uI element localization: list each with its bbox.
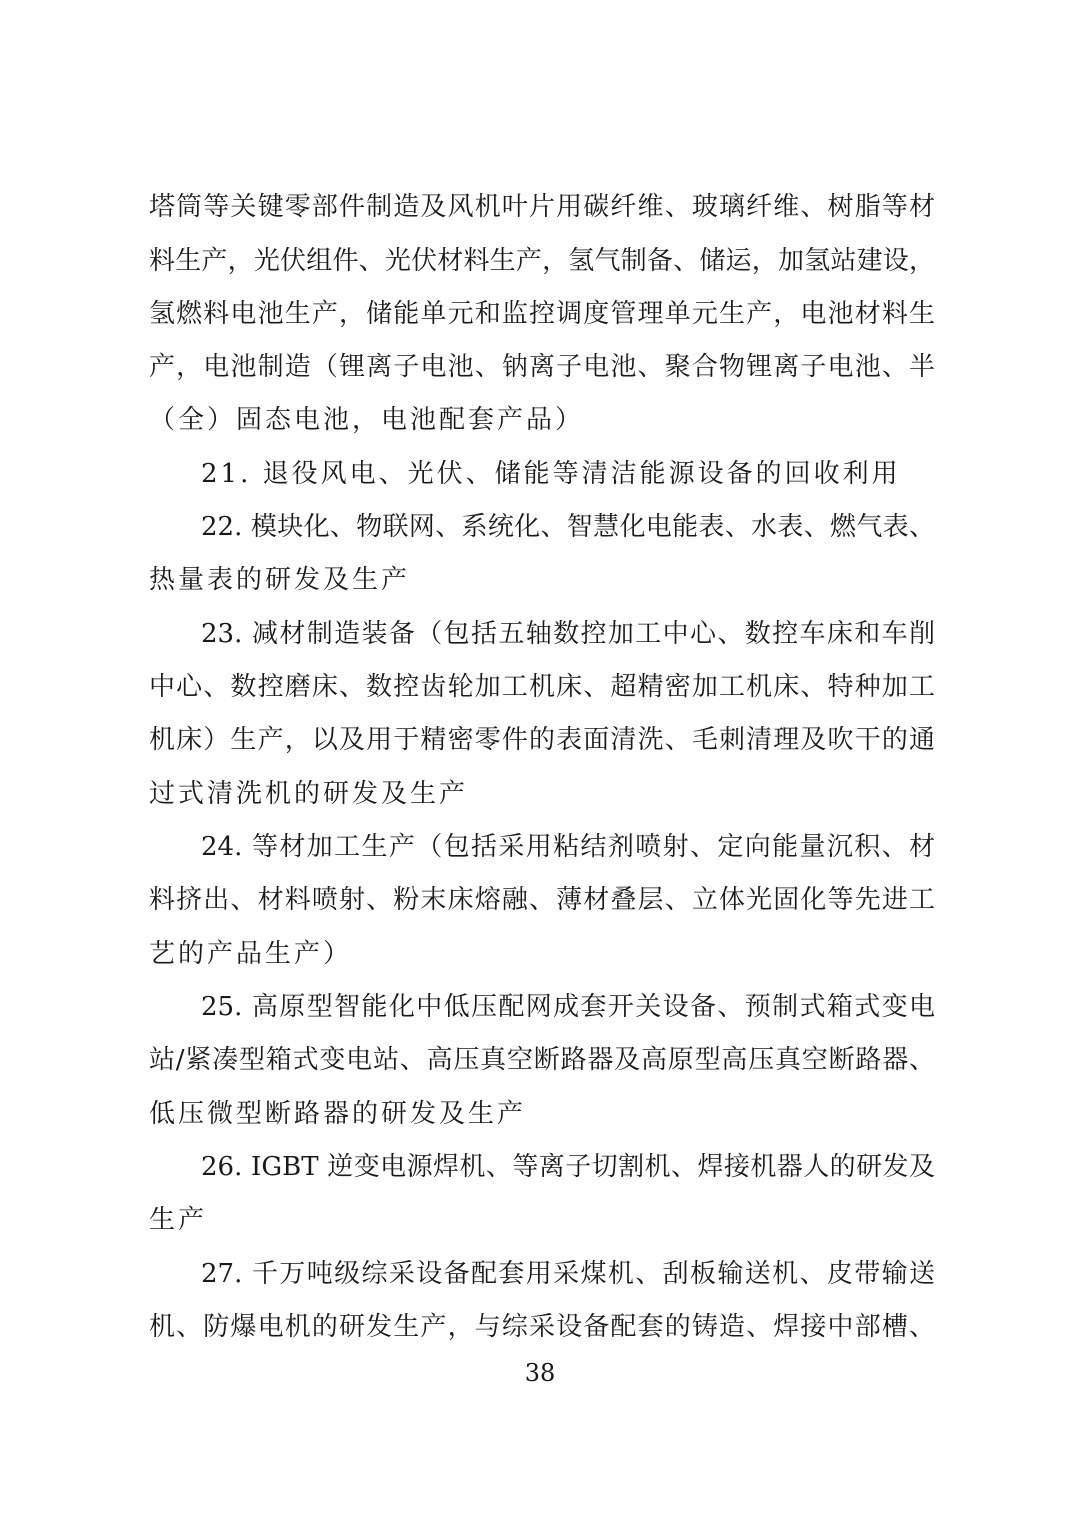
list-item-21: 21. 退役风电、光伏、储能等清洁能源设备的回收利用 bbox=[201, 459, 901, 489]
text-line: 热量表的研发及生产 bbox=[149, 565, 411, 595]
text-line: 生产 bbox=[149, 1205, 208, 1235]
text-line: 料挤出、材料喷射、粉末床熔融、薄材叠层、立体光固化等先进工 bbox=[149, 885, 935, 915]
list-item-24: 24. 等材加工生产（包括采用粘结剂喷射、定向能量沉积、材 bbox=[201, 832, 935, 862]
text-line: 机床）生产，以及用于精密零件的表面清洗、毛刺清理及吹干的通 bbox=[149, 725, 935, 755]
text-line: 艺的产品生产） bbox=[149, 939, 353, 969]
text-line: 机、防爆电机的研发生产，与综采设备配套的铸造、焊接中部槽、 bbox=[149, 1312, 935, 1342]
list-item-26: 26. IGBT 逆变电源焊机、等离子切割机、焊接机器人的研发及 bbox=[201, 1152, 935, 1182]
text-line: 过式清洗机的研发及生产 bbox=[149, 779, 469, 809]
text-line: 料生产，光伏组件、光伏材料生产，氢气制备、储运，加氢站建设， bbox=[149, 246, 935, 276]
list-item-27: 27. 千万吨级综采设备配套用采煤机、刮板输送机、皮带输送 bbox=[201, 1259, 935, 1289]
text-line: 站/紧凑型箱式变电站、高压真空断路器及高原型高压真空断路器、 bbox=[149, 1045, 935, 1075]
text-line: 塔筒等关键零部件制造及风机叶片用碳纤维、玻璃纤维、树脂等材 bbox=[149, 192, 935, 222]
text-line: 产，电池制造（锂离子电池、钠离子电池、聚合物锂离子电池、半 bbox=[149, 352, 935, 382]
text-line: 低压微型断路器的研发及生产 bbox=[149, 1099, 527, 1129]
list-item-25: 25. 高原型智能化中低压配网成套开关设备、预制式箱式变电 bbox=[201, 992, 935, 1022]
page-number: 38 bbox=[524, 1359, 556, 1387]
text-line: 氢燃料电池生产，储能单元和监控调度管理单元生产，电池材料生 bbox=[149, 299, 935, 329]
text-line: 中心、数控磨床、数控齿轮加工机床、超精密加工机床、特种加工 bbox=[149, 672, 935, 702]
list-item-22: 22. 模块化、物联网、系统化、智慧化电能表、水表、燃气表、 bbox=[201, 512, 935, 542]
list-item-23: 23. 减材制造装备（包括五轴数控加工中心、数控车床和车削 bbox=[201, 619, 935, 649]
text-line: （全）固态电池，电池配套产品） bbox=[149, 405, 585, 435]
